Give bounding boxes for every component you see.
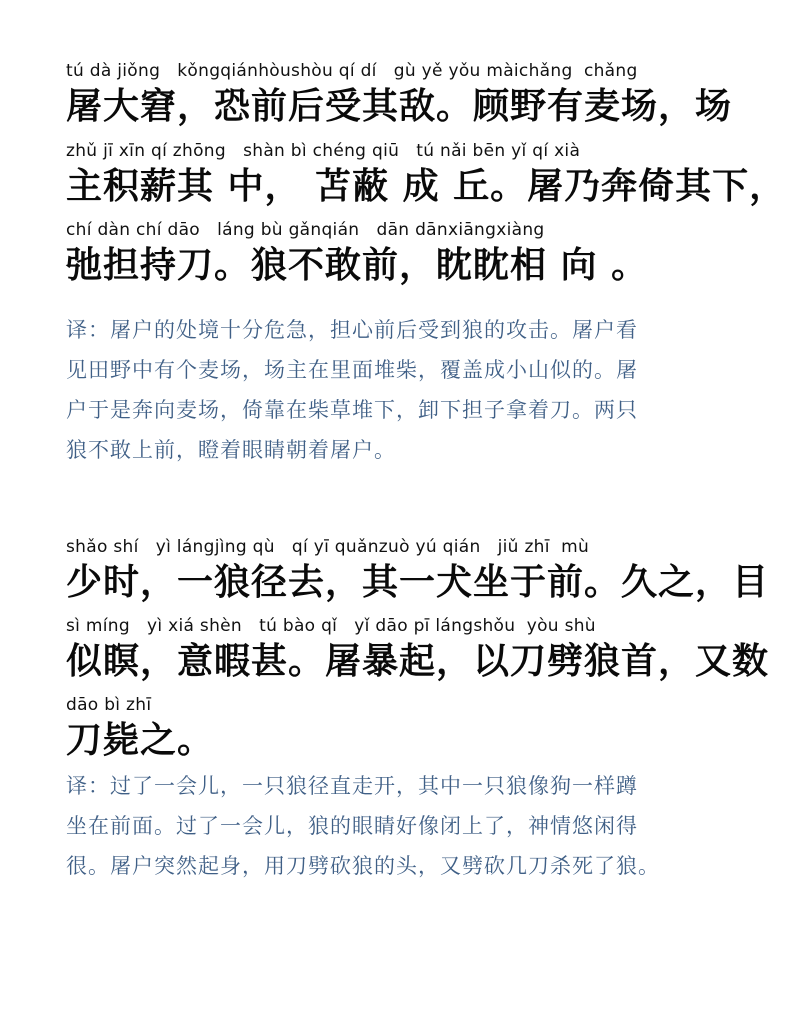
pinyin-line: sì míng yì xiá shèn tú bào qǐ yǐ dāo pī lángshǒu yòu shù	[66, 616, 596, 636]
hanzi-line: 似瞑，意暇甚。屠暴起，以刀劈狼首，又数	[66, 640, 770, 682]
verse-line-5	[66, 615, 770, 695]
translation-line: 狼不敢上前，瞪着眼睛朝着屠户。	[66, 438, 396, 462]
translation-line: 译：过了一会儿，一只狼径直走开，其中一只狼像狗一样蹲	[66, 774, 638, 798]
hanzi-line: 少时，一狼径去，其一犬坐于前。久之，目	[66, 561, 770, 603]
pinyin-line: shǎo shí yì lángjìng qù qí yī quǎnzuò yú qián jiǔ zhī mù	[66, 537, 590, 557]
pinyin-line: dāo bì zhī	[66, 695, 152, 715]
hanzi-line: 刀毙之。	[66, 719, 215, 761]
hanzi-line: 主积薪其 中， 苫蔽 成 丘。屠乃奔倚其下，	[66, 165, 787, 207]
hanzi-line: 弛担持刀。狼不敢前，眈眈相 向 。	[66, 244, 649, 286]
translation-line: 见田野中有个麦场，场主在里面堆柴，覆盖成小山似的。屠	[66, 358, 638, 382]
verse-line-3	[66, 219, 756, 299]
translation-line: 译：屠户的处境十分危急，担心前后受到狼的攻击。屠户看	[66, 318, 638, 342]
pinyin-line: tú dà jiǒng kǒngqiánhòushòu qí dí gù yě yǒu màichǎng chǎng	[66, 61, 638, 81]
translation-line: 户于是奔向麦场，倚靠在柴草堆下，卸下担子拿着刀。两只	[66, 398, 638, 422]
translation-block-2	[66, 766, 746, 886]
verse-line-1	[66, 60, 756, 140]
verse-line-2	[66, 140, 787, 220]
verse-line-4	[66, 536, 770, 616]
translation-line: 很。屠户突然起身，用刀劈砍狼的头，又劈砍几刀杀死了狼。	[66, 854, 660, 878]
translation-line: 坐在前面。过了一会儿，狼的眼睛好像闭上了，神情悠闲得	[66, 814, 638, 838]
verse-line-6	[66, 694, 756, 774]
pinyin-line: chí dàn chí dāo láng bù gǎnqián dān dānxiāngxiàng	[66, 220, 545, 240]
pinyin-line: zhǔ jī xīn qí zhōng shàn bì chéng qiū tú nǎi bēn yǐ qí xià	[66, 141, 581, 161]
hanzi-line: 屠大窘，恐前后受其敌。顾野有麦场，场	[66, 85, 733, 127]
translation-block-1	[66, 310, 746, 470]
